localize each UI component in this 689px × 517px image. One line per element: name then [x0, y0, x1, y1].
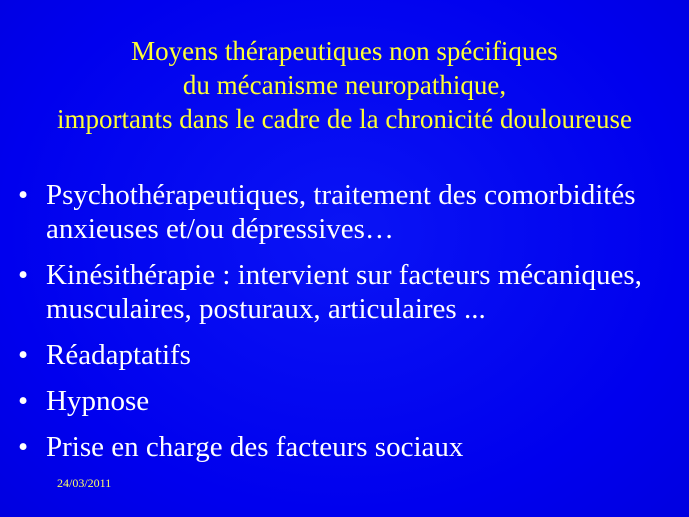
bullet-text-line: Kinésithérapie : intervient sur facteurs mécaniques, — [46, 259, 642, 291]
bullet-icon: • — [18, 385, 29, 417]
bullet-text-line: Hypnose — [46, 385, 150, 417]
title-line-3: importants dans le cadre de la chronicité douloureuse — [56, 104, 633, 134]
bullet-item-readaptatifs — [18, 338, 683, 372]
bullet-item-facteurs-sociaux — [18, 430, 683, 464]
bullet-icon: • — [18, 431, 29, 463]
bullet-item-kinesitherapie — [18, 258, 683, 326]
bullet-text-line: musculaires, posturaux, articulaires ... — [46, 293, 486, 325]
bullet-icon: • — [18, 259, 29, 291]
slide-title — [0, 34, 689, 136]
title-line-2: du mécanisme neuropathique, — [182, 70, 507, 100]
bullet-text-line: Psychothérapeutiques, traitement des comorbidités — [46, 179, 636, 211]
slide-date: 24/03/2011 — [57, 476, 112, 490]
bullet-list — [18, 178, 683, 476]
bullet-item-hypnose — [18, 384, 683, 418]
bullet-icon: • — [18, 339, 29, 371]
bullet-text-line: Prise en charge des facteurs sociaux — [46, 431, 464, 463]
bullet-text-line: Réadaptatifs — [46, 339, 191, 371]
bullet-item-psychotherapeutiques — [18, 178, 683, 246]
bullet-icon: • — [18, 179, 29, 211]
title-line-1: Moyens thérapeutiques non spécifiques — [131, 36, 558, 66]
bullet-text-line: anxieuses et/ou dépressives… — [46, 213, 394, 245]
